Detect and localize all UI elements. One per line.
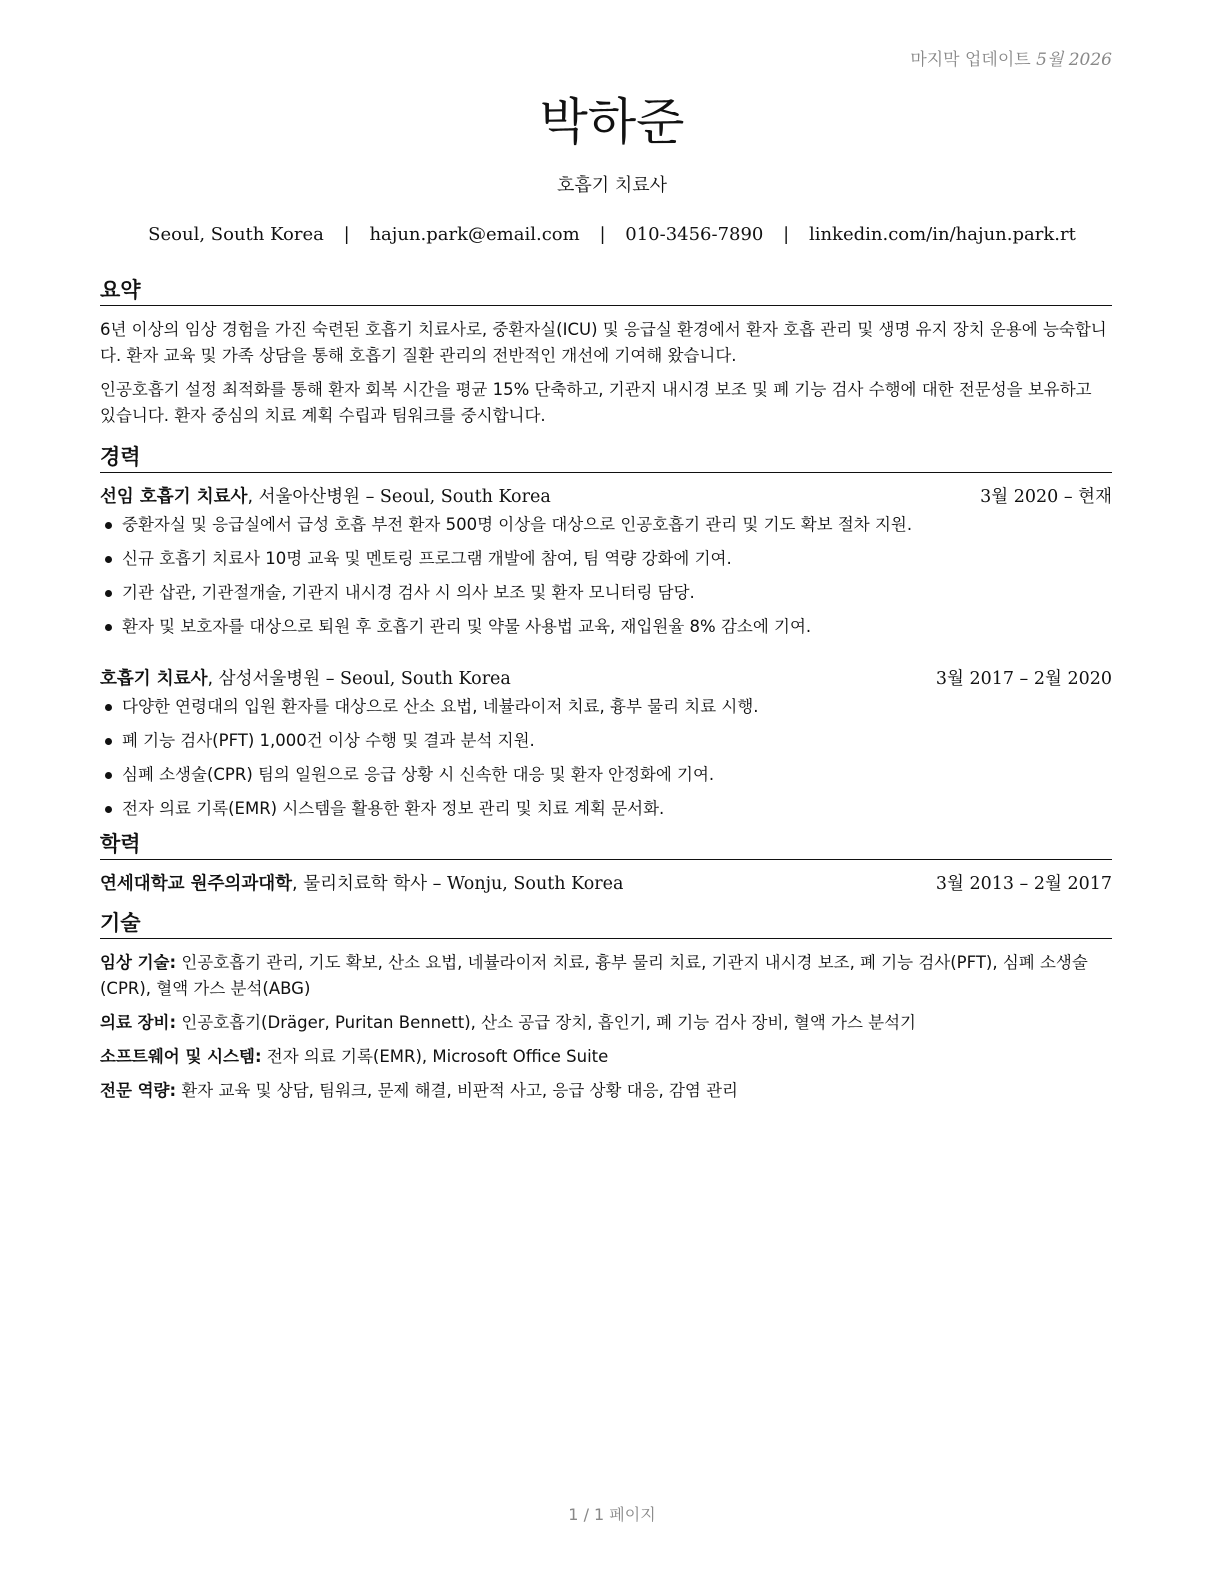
job-bullet: 신규 호흡기 치료사 10명 교육 및 멘토링 프로그램 개발에 참여, 팀 역량 강화에 기여. xyxy=(100,546,1112,572)
job-header: 호흡기 치료사, 삼성서울병원 – Seoul, South Korea 3월 2017 – 2월 2020 xyxy=(100,666,1112,692)
contact-separator: | xyxy=(343,224,350,245)
contact-location: Seoul, South Korea xyxy=(148,224,324,245)
education-entry: 연세대학교 원주의과대학, 물리치료학 학사 – Wonju, South Korea 3월 2013 – 2월 2017 xyxy=(100,871,1112,897)
last-updated-label: 마지막 업데이트 xyxy=(910,50,1031,70)
job-dates: 3월 2017 – 2월 2020 xyxy=(935,669,1112,689)
job-bullets xyxy=(100,694,1112,822)
contact-email[interactable]: hajun.park@email.com xyxy=(369,224,580,245)
job-entry xyxy=(100,484,1112,640)
section-title-experience: 경력 xyxy=(100,443,1112,473)
skill-label: 전문 역량: xyxy=(100,1081,177,1100)
summary-paragraph: 6년 이상의 임상 경험을 가진 숙련된 호흡기 치료사로, 중환자실(ICU) 및 응급실 환경에서 환자 호흡 관리 및 생명 유지 장치 운용에 능숙합니다. 환자 교육 및 가족 상담을 통해 호흡기 질환 관리의 전반적인 개선에 기여해 왔습니다. xyxy=(100,320,1107,365)
job-entry xyxy=(100,666,1112,822)
job-bullet: 다양한 연령대의 입원 환자를 대상으로 산소 요법, 네뷸라이저 치료, 흉부 물리 치료 시행. xyxy=(100,694,1112,720)
skill-value: 인공호흡기(Dräger, Puritan Bennett), 산소 공급 장치, 흡인기, 폐 기능 검사 장비, 혈액 가스 분석기 xyxy=(181,1013,916,1032)
last-updated-date: 5월 2026 xyxy=(1036,50,1112,70)
contact-phone: 010-3456-7890 xyxy=(625,224,764,245)
skill-label: 임상 기술: xyxy=(100,953,177,972)
section-title-summary: 요약 xyxy=(100,276,1112,306)
skill-label: 소프트웨어 및 시스템: xyxy=(100,1047,262,1066)
skill-row xyxy=(100,1078,1112,1104)
skill-row xyxy=(100,1044,1112,1070)
contact-linkedin[interactable]: linkedin.com/in/hajun.park.rt xyxy=(808,224,1076,245)
job-bullet: 전자 의료 기록(EMR) 시스템을 활용한 환자 정보 관리 및 치료 계획 문서화. xyxy=(100,796,1112,822)
contact-separator: | xyxy=(783,224,790,245)
education-degree: 물리치료학 학사 xyxy=(303,874,428,894)
job-bullet: 심폐 소생술(CPR) 팀의 일원으로 응급 상황 시 신속한 대응 및 환자 안정화에 기여. xyxy=(100,762,1112,788)
job-dates: 3월 2020 – 현재 xyxy=(980,487,1112,507)
skill-row xyxy=(100,950,1112,1002)
section-title-education: 학력 xyxy=(100,830,1112,860)
candidate-name: 박하준 xyxy=(539,93,685,151)
job-bullets xyxy=(100,512,1112,640)
skill-value: 환자 교육 및 상담, 팀워크, 문제 해결, 비판적 사고, 응급 상황 대응, 감염 관리 xyxy=(181,1081,738,1100)
resume-content xyxy=(100,276,1112,1112)
summary-paragraph: 인공호흡기 설정 최적화를 통해 환자 회복 시간을 평균 15% 단축하고, 기관지 내시경 보조 및 폐 기능 검사 수행에 대한 전문성을 보유하고 있습니다. 환자 중심의 치료 계획 수립과 팀워크를 중시합니다. xyxy=(100,380,1092,425)
job-bullet: 중환자실 및 응급실에서 급성 호흡 부전 환자 500명 이상을 대상으로 인공호흡기 관리 및 기도 확보 절차 지원. xyxy=(100,512,1112,538)
candidate-role: 호흡기 치료사 xyxy=(556,175,668,196)
page-number: 1 / 1 페이지 xyxy=(568,1505,656,1524)
job-title: 호흡기 치료사 xyxy=(100,669,208,689)
education-school: 연세대학교 원주의과대학 xyxy=(100,874,293,894)
job-title: 선임 호흡기 치료사 xyxy=(100,487,248,507)
skill-value: 인공호흡기 관리, 기도 확보, 산소 요법, 네뷸라이저 치료, 흉부 물리 치료, 기관지 내시경 보조, 폐 기능 검사(PFT), 심폐 소생술(CPR), 혈액 가스 분석(ABG) xyxy=(100,953,1088,998)
contact-separator: | xyxy=(599,224,606,245)
job-org: 서울아산병원 xyxy=(258,487,361,507)
skill-row xyxy=(100,1010,1112,1036)
education-location: Wonju, South Korea xyxy=(447,874,624,894)
job-location: Seoul, South Korea xyxy=(379,487,551,507)
education-dates: 3월 2013 – 2월 2017 xyxy=(935,874,1112,894)
job-bullet: 폐 기능 검사(PFT) 1,000건 이상 수행 및 결과 분석 지원. xyxy=(100,728,1112,754)
section-title-skills: 기술 xyxy=(100,909,1112,939)
job-header: 선임 호흡기 치료사, 서울아산병원 – Seoul, South Korea 3월 2020 – 현재 xyxy=(100,484,1112,510)
job-org: 삼성서울병원 xyxy=(218,669,321,689)
skill-label: 의료 장비: xyxy=(100,1013,177,1032)
job-bullet: 환자 및 보호자를 대상으로 퇴원 후 호흡기 관리 및 약물 사용법 교육, 재입원율 8% 감소에 기여. xyxy=(100,614,1112,640)
contact-line xyxy=(0,224,1224,245)
job-location: Seoul, South Korea xyxy=(340,669,511,689)
last-updated xyxy=(910,45,1112,70)
job-bullet: 기관 삽관, 기관절개술, 기관지 내시경 검사 시 의사 보조 및 환자 모니터링 담당. xyxy=(100,580,1112,606)
skill-value: 전자 의료 기록(EMR), Microsoft Office Suite xyxy=(266,1047,609,1066)
